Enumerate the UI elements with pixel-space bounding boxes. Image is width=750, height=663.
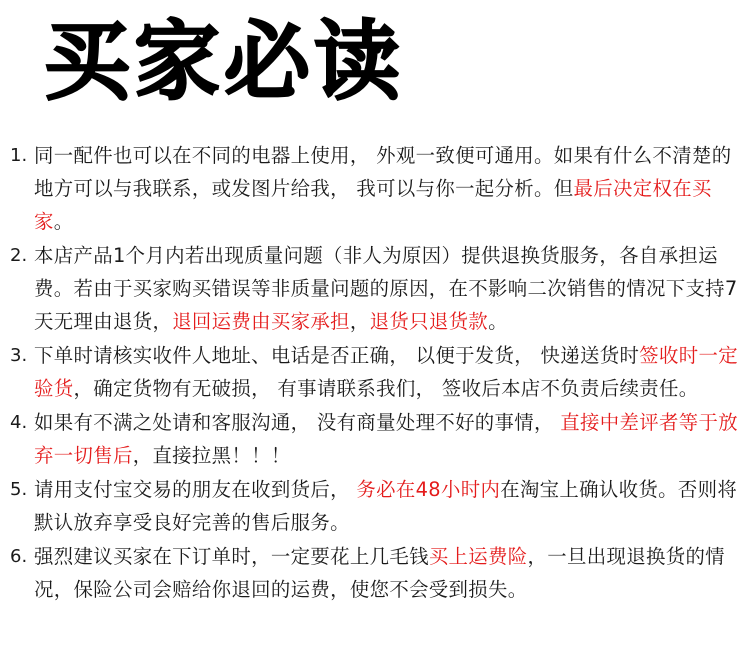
item-number: 1. <box>10 145 28 166</box>
text-segment: ，直接拉黑！！！ <box>132 444 291 467</box>
highlight-segment: 务必在48小时内 <box>356 478 501 501</box>
text-segment: 本店产品1个月内若出现质量问题（非人为原因）提供退换货服务，各自承担运费。若由于买家购买错误等非质量问题的原因，在不影响二次销售的情况下支持7天无理由退货， <box>34 244 738 333</box>
text-segment: ， <box>349 310 370 333</box>
item-text <box>34 406 748 472</box>
text-segment: 下单时请核实收件人地址、电话是否正确， 以便于发货， 快递送货时 <box>34 344 640 367</box>
text-segment: 。 <box>53 210 74 233</box>
notice-list <box>10 139 748 607</box>
highlight-segment: 最后决定权在买家 <box>34 177 712 233</box>
text-segment: 强烈建议买家在下订单时，一定要花上几毛钱 <box>34 545 429 568</box>
highlight-segment: 签收时一定验货 <box>34 344 738 400</box>
text-segment: 如果有不满之处请和客服沟通， 没有商量处理不好的事情， <box>34 411 561 434</box>
item-text <box>34 139 748 238</box>
page-title: 买家必读 <box>44 12 404 112</box>
highlight-segment: 退回运费由买家承担 <box>172 310 350 333</box>
highlight-segment: 买上运费险 <box>428 545 528 568</box>
item-number: 4. <box>10 412 28 433</box>
text-segment: 请用支付宝交易的朋友在收到货后， <box>34 478 357 501</box>
notice-item-3 <box>10 339 748 405</box>
text-segment: ，一旦出现退换货的情况，保险公司会赔给你退回的运费，使您不会受到损失。 <box>34 545 725 601</box>
notice-item-4 <box>10 406 748 472</box>
item-number: 3. <box>10 345 28 366</box>
notice-item-2 <box>10 239 748 338</box>
text-segment: 在淘宝上确认收货。否则将默认放弃享受良好完善的售后服务。 <box>34 478 738 534</box>
text-segment: 同一配件也可以在不同的电器上使用， 外观一致便可通用。如果有什么不清楚的地方可以与我联系，或发图片给我， 我可以与你一起分析。但 <box>34 144 732 200</box>
item-number: 2. <box>10 245 28 266</box>
highlight-segment: 直接中差评者等于放弃一切售后 <box>34 411 738 467</box>
item-number: 5. <box>10 479 28 500</box>
item-text <box>34 339 748 405</box>
item-text <box>34 540 748 606</box>
highlight-segment: 退货只退货款 <box>369 310 489 333</box>
item-number: 6. <box>10 546 28 567</box>
notice-item-6 <box>10 540 748 606</box>
text-segment: 。 <box>488 310 508 333</box>
item-text <box>34 239 748 338</box>
text-segment: ，确定货物有无破损， 有事请联系我们， 签收后本店不负责后续责任。 <box>73 377 699 400</box>
notice-item-5 <box>10 473 748 539</box>
notice-item-1 <box>10 139 748 238</box>
item-text <box>34 473 748 539</box>
